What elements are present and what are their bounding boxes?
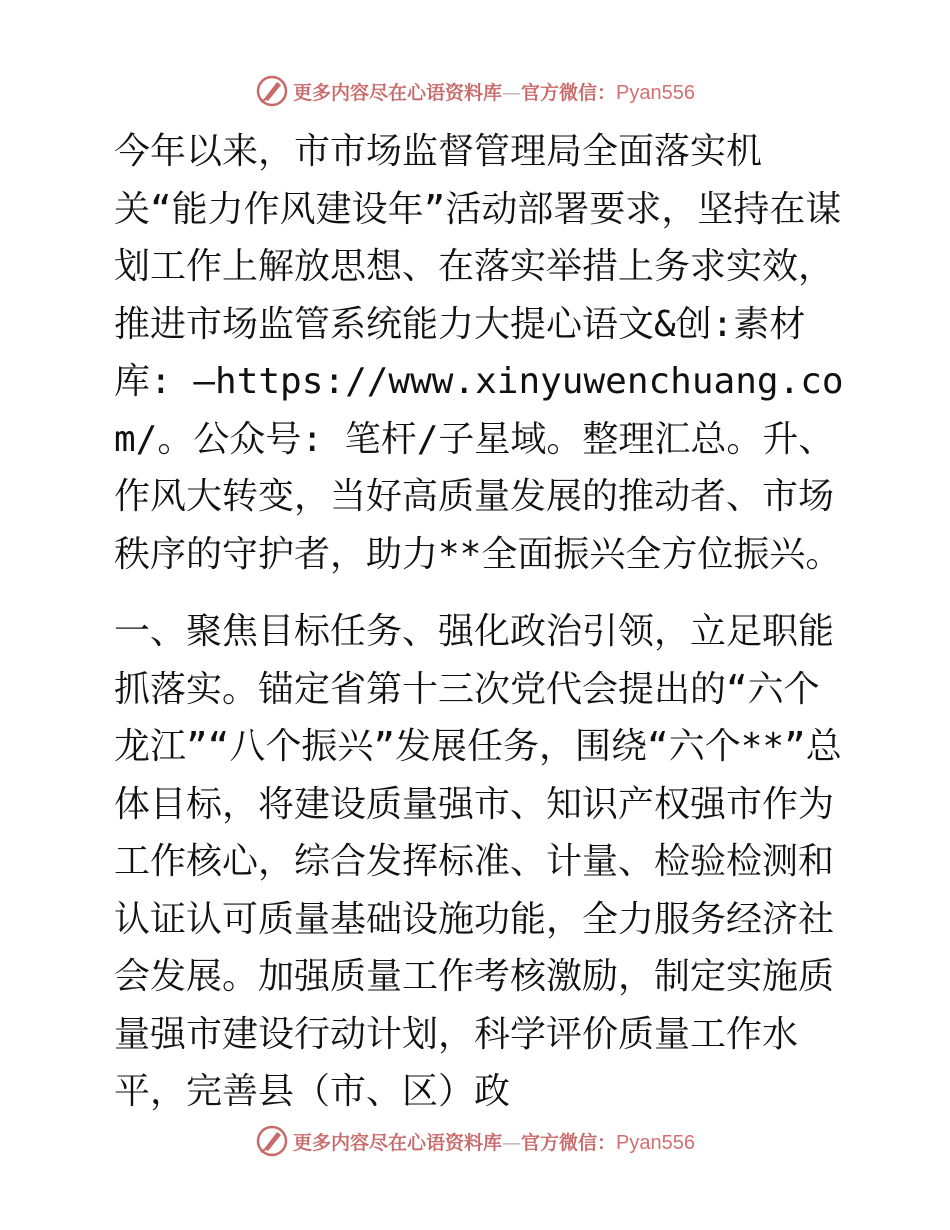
- banner-wechat-id: Pyan556: [616, 1131, 695, 1154]
- footer-watermark-banner: [0, 1121, 950, 1161]
- paragraph-section-one: 一、聚焦目标任务、强化政治引领，立足职能抓落实。锚定省第十三次党代会提出的“六个龙江”“八个振兴”发展任务，围绕“六个**”总体目标，将建设质量强市、知识产权强市作为工作核心，综合发挥标准、计量、检验检测和认证认可质量基础设施功能，全力服务经济社会发展。加强质量工作考核激励，制定实施质量强市建设行动计划，科学评价质量工作水平，完善县（市、区）政: [114, 611, 842, 1112]
- banner-title: 更多内容尽在心语资料库: [293, 81, 503, 104]
- banner-text: [293, 1128, 695, 1155]
- banner-text: [293, 78, 695, 105]
- header-watermark-banner: [0, 71, 950, 111]
- banner-wechat-id: Pyan556: [616, 81, 695, 104]
- quill-pen-logo-icon: [255, 74, 289, 108]
- banner-official-label: 官方微信：: [521, 81, 617, 104]
- banner-title: 更多内容尽在心语资料库: [293, 1131, 503, 1154]
- quill-pen-logo-icon: [255, 1124, 289, 1158]
- document-body: [100, 123, 852, 1121]
- paragraph-intro: 今年以来，市市场监督管理局全面落实机关“能力作风建设年”活动部署要求，坚持在谋划工作上解放思想、在落实举措上务求实效，推进市场监管系统能力大提心语文&创:素材库: —https://www.xinyuwenchuang.com/。公众号: 笔杆/子星域。整理汇总。升、作风大转变，当好高质量发展的推动者、市场秩序的守护者，助力**全面振兴全方位振兴。: [114, 131, 844, 575]
- banner-separator: —: [502, 81, 522, 104]
- banner-official-label: 官方微信：: [521, 1131, 617, 1154]
- banner-separator: —: [502, 1131, 522, 1154]
